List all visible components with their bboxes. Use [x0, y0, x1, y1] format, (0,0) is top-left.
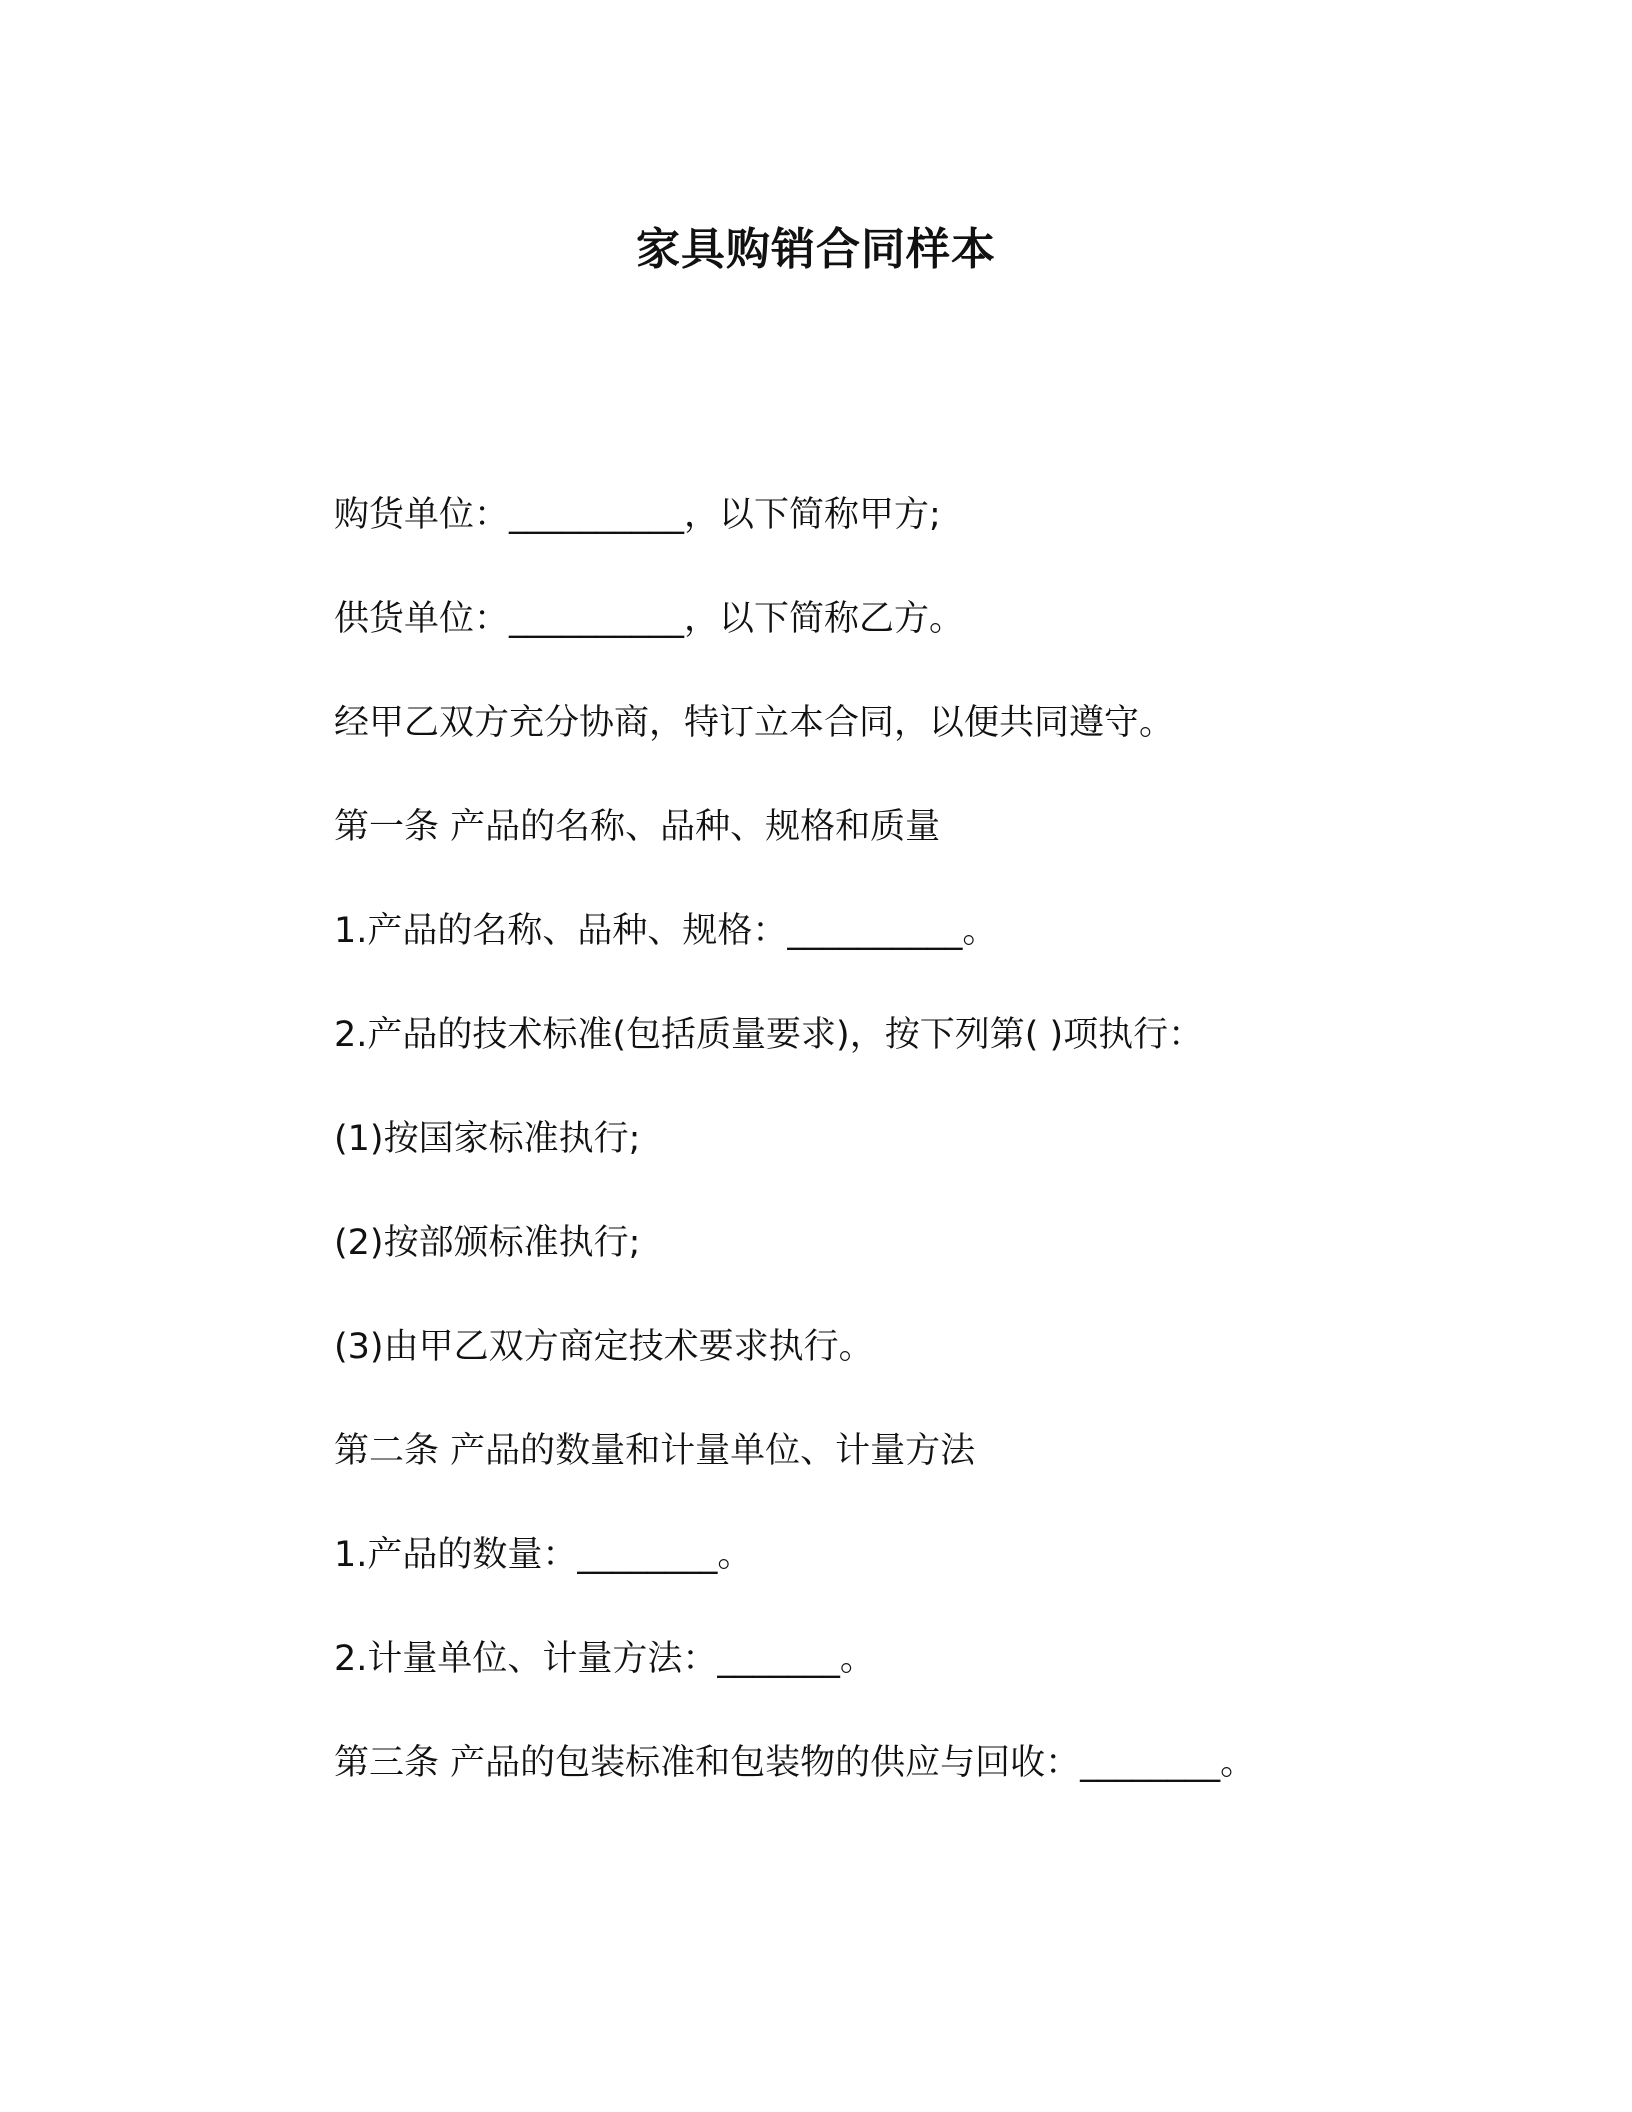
standard-option-3: (3)由甲乙双方商定技术要求执行。	[334, 1327, 874, 1367]
document-body	[334, 490, 1334, 1842]
article-1-item-2: 2.产品的技术标准(包括质量要求)，按下列第( )项执行：	[334, 1015, 1204, 1055]
agreement-intro: 经甲乙双方充分协商，特订立本合同，以便共同遵守。	[334, 703, 1175, 743]
document-title: 家具购销合同样本	[636, 224, 996, 275]
standard-option-1: (1)按国家标准执行;	[334, 1119, 641, 1159]
standard-option-2: (2)按部颁标准执行;	[334, 1223, 641, 1263]
article-2-item-1: 1.产品的数量：________。	[334, 1535, 753, 1575]
supplier-line: 供货单位：__________，以下简称乙方。	[334, 599, 965, 639]
article-2-heading: 第二条 产品的数量和计量单位、计量方法	[334, 1431, 976, 1471]
article-1-item-1: 1.产品的名称、品种、规格：__________。	[334, 911, 998, 951]
article-2-item-2: 2.计量单位、计量方法：_______。	[334, 1639, 875, 1679]
buyer-line: 购货单位：__________，以下简称甲方;	[334, 495, 941, 535]
article-3-heading: 第三条 产品的包装标准和包装物的供应与回收：________。	[334, 1743, 1256, 1783]
article-1-heading: 第一条 产品的名称、品种、规格和质量	[334, 807, 941, 847]
